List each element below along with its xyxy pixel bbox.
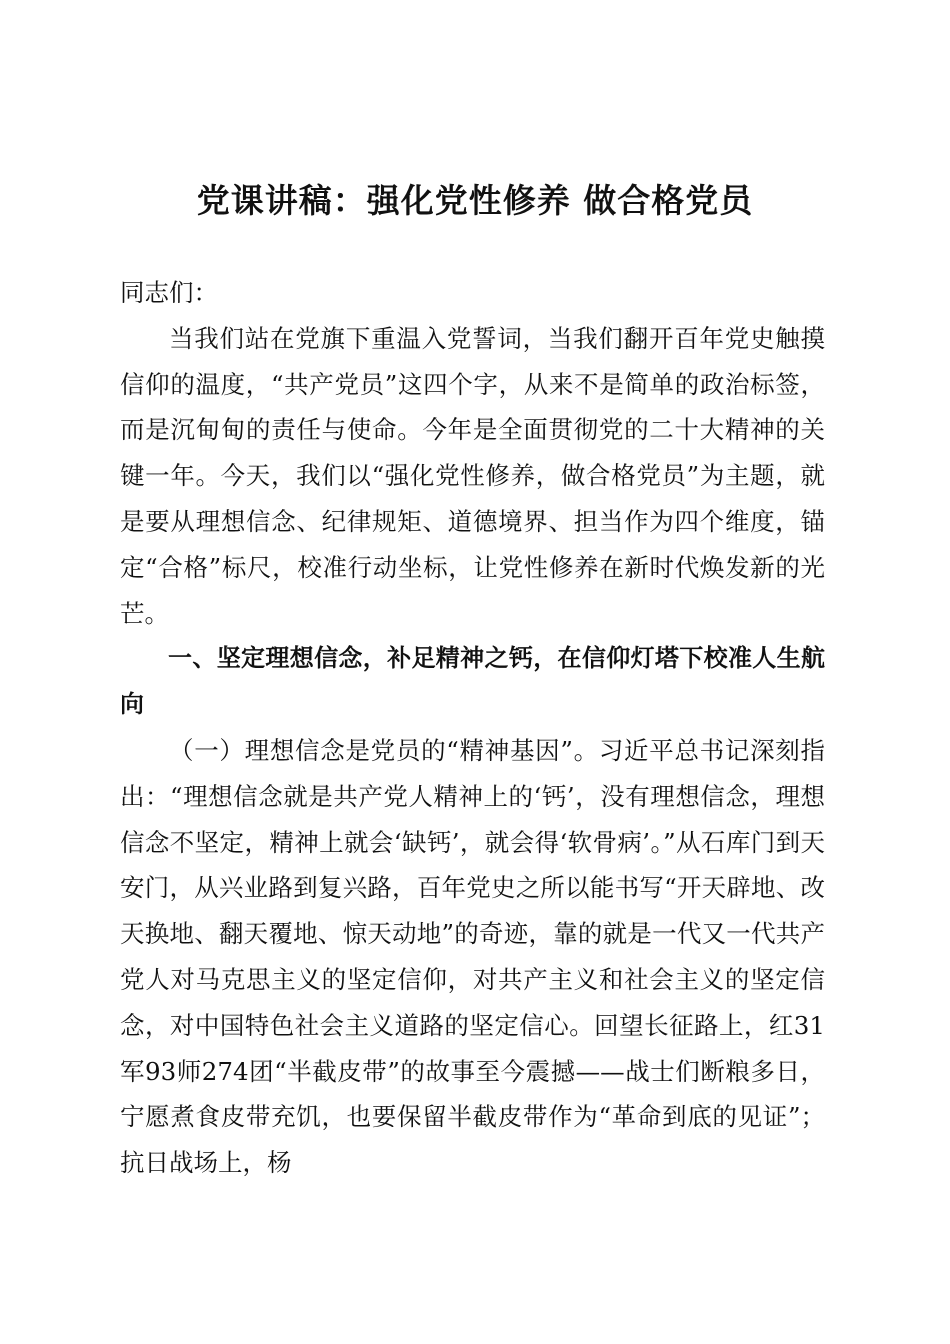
intro-paragraph: 当我们站在党旗下重温入党誓词，当我们翻开百年党史触摸信仰的温度，“共产党员”这四个字，从来不是简单的政治标签，而是沉甸甸的责任与使命。今年是全面贯彻党的二十大精神的关键一年。今天，我们以“强化党性修养，做合格党员”为主题，就是要从理想信念、纪律规矩、道德境界、担当作为四个维度，锚定“合格”标尺，校准行动坐标，让党性修养在新时代焕发新的光芒。 [120, 323, 825, 628]
subsection-paragraph [120, 728, 825, 1186]
salutation: 同志们： [120, 278, 218, 307]
section-heading: 一、坚定理想信念，补足精神之钙，在信仰灯塔下校准人生航向 [120, 644, 825, 719]
subsection-title: （一）理想信念是党员的“精神基因”。 [169, 735, 599, 765]
document-title: 党课讲稿：强化党性修养 做合格党员 [196, 181, 754, 220]
subsection-body: 习近平总书记深刻指出：“理想信念就是共产党人精神上的‘钙’，没有理想信念，理想信念不坚定，精神上就会‘缺钙’，就会得‘软骨病’。”从石库门到天安门，从兴业路到复兴路，百年党史之所以能书写“开天辟地、改天换地、翻天覆地、惊天动地”的奇迹，靠的就是一代又一代共产党人对马克思主义的坚定信仰，对共产主义和社会主义的坚定信念，对中国特色社会主义道路的坚定信心。回望长征路上，红31军93师274团“半截皮带”的故事至今震撼——战士们断粮多日，宁愿煮食皮带充饥，也要保留半截皮带作为“革命到底的见证”；抗日战场上，杨 [120, 735, 826, 1178]
document-body [120, 270, 825, 1186]
